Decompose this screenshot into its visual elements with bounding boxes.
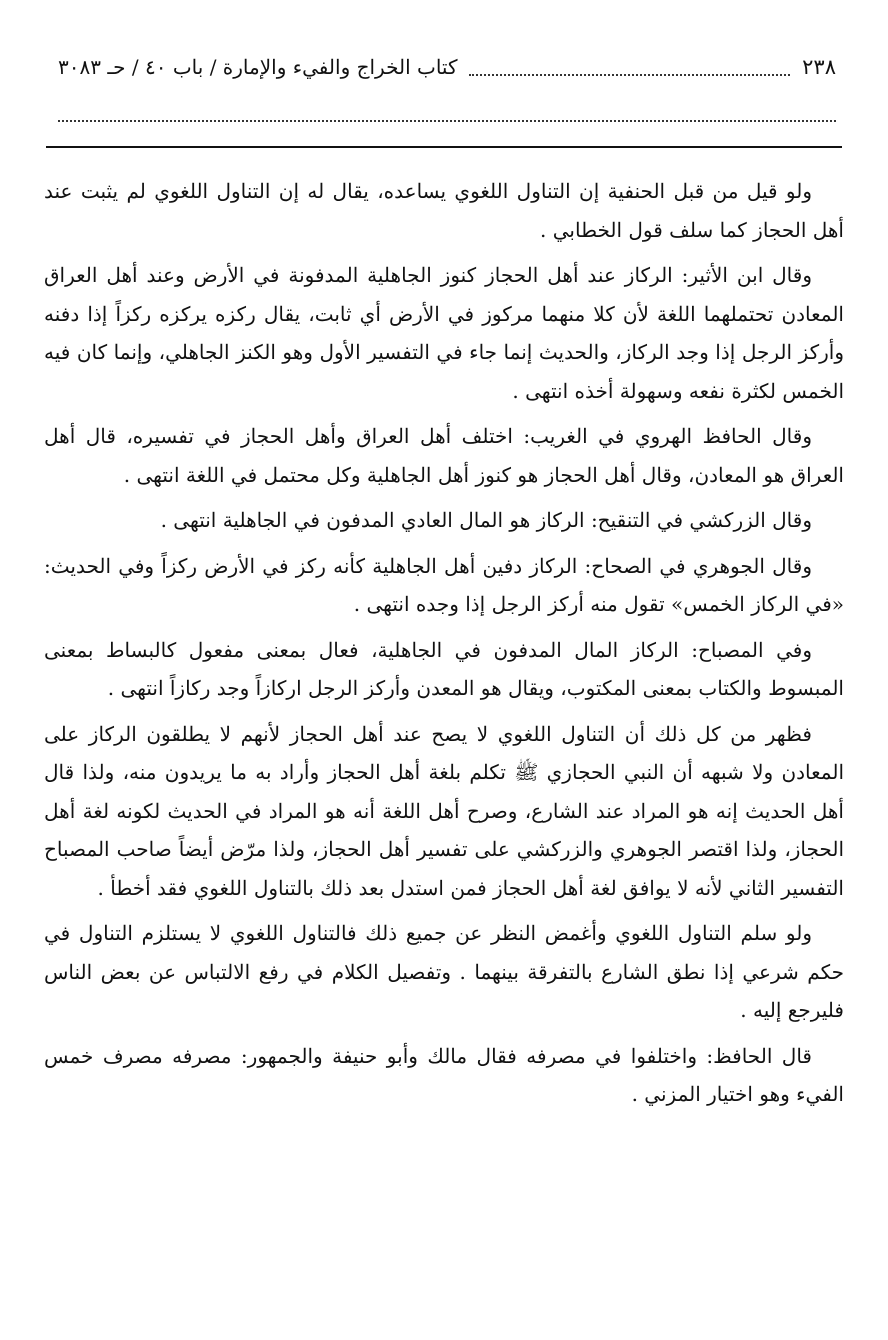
paragraph: وفي المصباح: الركاز المال المدفون في الجاهلية، فعال بمعنى مفعول كالبساط بمعنى المبسوط والكتاب بمعنى المكتوب، ويقال هو المعدن وأركز الرجل اركازاً وجد ركازاً انتهى . <box>44 637 844 700</box>
paragraph: ولو سلم التناول اللغوي وأغمض النظر عن جميع ذلك فالتناول اللغوي لا يستلزم التناول في حكم شرعي إذا نطق الشارع بالتفرقة بينهما . وتفصيل الكلام في رفع الالتباس عن بعض الناس فليرجع إليه . <box>44 921 844 1022</box>
header-rule <box>46 146 842 148</box>
header-dot-leader <box>469 58 790 76</box>
paragraph: وقال الحافظ الهروي في الغريب: اختلف أهل العراق وأهل الحجاز في تفسيره، قال أهل العراق هو المعادن، وقال أهل الحجاز هو كنوز أهل الجاهلية وكل محتمل في اللغة انتهى . <box>44 424 844 487</box>
paragraph: فظهر من كل ذلك أن التناول اللغوي لا يصح عند أهل الحجاز لأنهم لا يطلقون الركاز على المعادن ولا شبهه أن النبي الحجازي ﷺ تكلم بلغة أهل الحجاز وأراد به ما يريدون منه، ولذا قال أهل الحديث إنه هو المراد عند الشارع، وصرح أهل اللغة أنه هو المراد في الحديث لكونه لغة أهل الحجاز، ولذا اقتصر الجوهري والزركشي على تفسير أهل الحجاز، ولذا مرّض أيضاً صاحب المصباح التفسير الثاني لأنه لا يوافق لغة أهل الحجاز فمن استدل بعد ذلك بالتناول اللغوي فقد أخطأ . <box>44 721 844 900</box>
page-header <box>58 50 836 84</box>
paragraph: وقال الجوهري في الصحاح: الركاز دفين أهل الجاهلية كأنه ركز في الأرض ركزاً وفي الحديث: «في الركاز الخمس» تقول منه أركز الرجل إذا وجده انتهى . <box>44 553 844 616</box>
dotted-separator <box>58 110 836 122</box>
paragraph: قال الحافظ: واختلفوا في مصرفه فقال مالك وأبو حنيفة والجمهور: مصرفه مصرف خمس الفيء وهو اختيار المزني . <box>44 1043 844 1106</box>
page-body <box>44 172 844 1121</box>
page-number: ٢٣٨ <box>802 55 836 79</box>
paragraph: ولو قيل من قبل الحنفية إن التناول اللغوي يساعده، يقال له إن التناول اللغوي لم يثبت عند أهل الحجاز كما سلف قول الخطابي . <box>44 179 844 242</box>
paragraph: وقال الزركشي في التنقيح: الركاز هو المال العادي المدفون في الجاهلية انتهى . <box>160 508 812 532</box>
paragraph: وقال ابن الأثير: الركاز عند أهل الحجاز كنوز الجاهلية المدفونة في الأرض وعند أهل العراق المعادن تحتملهما اللغة لأن كلا منهما مركوز في الأرض أي ثابت، يقال ركزه يركزه ركزاً إذا دفنه وأركز الرجل إذا وجد الركاز، والحديث إنما جاء في التفسير الأول وهو الكنز الجاهلي، وإنما كان فيه الخمس لكثرة نفعه وسهولة أخذه انتهى . <box>44 263 844 403</box>
running-title: كتاب الخراج والفيء والإمارة / باب ٤٠ / حـ ٣٠٨٣ <box>58 55 458 79</box>
